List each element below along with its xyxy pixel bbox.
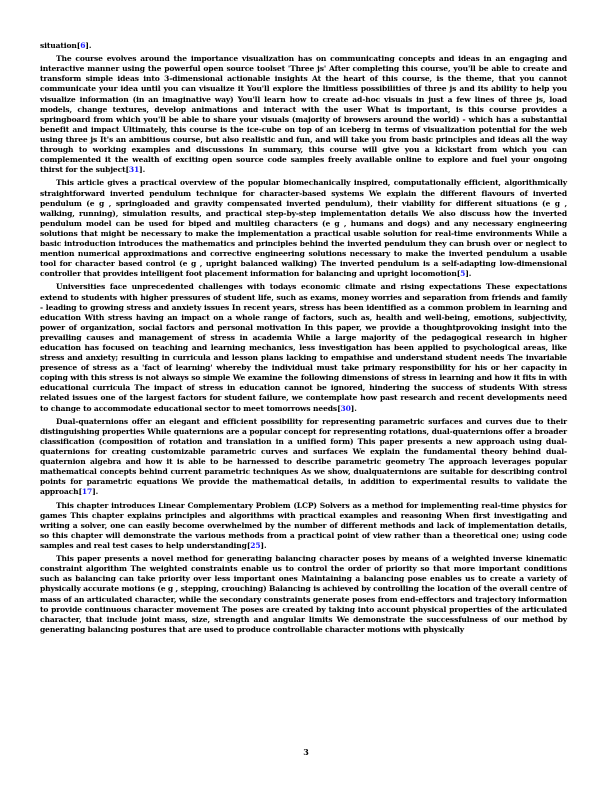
citation-link[interactable]: 17 bbox=[81, 487, 93, 497]
paragraph-text: situation bbox=[40, 41, 77, 50]
paragraph-text: Dual-quaternions offer an elegant and efficient possibility for representing parametric surfaces and curves due to their distinguishing properties While quaternions are a popular concept for representing rotations, dual-quaternions offer a broader classification (composition of rotation and translation in a unified form) This paper presents a new approach using dual-quaternions for creating customizable parametric curves and surfaces We explain the fundamental theory behind dual-quaternion algebra and how it is able to be harnessed to describe parametric geometry The approach leverages popular mathematical concepts behind current parametric techniques As we show, dualquaternions are suitable for describing control points for parametric equations We provide the mathematical details, in addition to experimental results to validate the approach bbox=[40, 416, 567, 497]
paragraph-lcp-solvers: This chapter introduces Linear Complementary Problem (LCP) Solvers as a method for implementing real-time physics for games This chapter explains principles and algorithms with practical examples and reasoning When first investigating and writing a solver, one can easily become overwhelmed by the number of different methods and lack of implementation details, so this chapter will demonstrate the various methods from a practical point of view rather than a theoretical one; using code samples and real test cases to help understanding[25]. bbox=[40, 500, 567, 550]
citation-link[interactable]: 6 bbox=[80, 41, 86, 50]
paragraph-end: . bbox=[354, 403, 357, 413]
paragraph-balancing-poses bbox=[40, 554, 567, 635]
document-body bbox=[40, 41, 567, 638]
paragraph-text: Universities face unprecedented challenges with todays economic climate and rising expectations These expectations extend to students with higher pressures of student life, such as exams, money worries and separation from friends and family - leading to growing stress and anxiety issues In recent years, stress has been identified as a common problem in learning and education With stress having an impact on a whole range of factors, such as, health and well-being, emotions, subjectivity, power of organization, social factors and personal motivation In this paper, we provide a thoughtprovoking insight into the prevailing causes and management of stress in academia While a large majority of the pedagogical research in higher education has focused on teaching and learning mechanics, less investigation has been applied to psychological areas, like stress and anxiety; resulting in curricula and lesson plans lacking to empathise and understand student needs The invariable presence of stress as a 'fact of learning' whereby the individual must take primary responsibility for his or her capacity in coping with this stress is not always so simple We examine the following dimensions of stress in learning and how it fits in with educational curricula The impact of stress in education cannot be ignored, hindering the success of students With stress related issues one of the largest factors for student failure, we contemplate how past research and recent developments need to change to accommodate educational sector to meet tomorrows needs bbox=[40, 282, 567, 413]
paragraph-end: . bbox=[95, 487, 99, 497]
paragraph-end: . bbox=[468, 269, 472, 279]
citation-link[interactable]: 5 bbox=[460, 269, 466, 279]
paragraph-inverted-pendulum: This article gives a practical overview of the popular biomechanically inspired, computationally efficient, algorithmically straightforward inverted pendulum technique for character-based systems We explain the different flavours of inverted pendulum (e g , springloaded and gravity compensated inverted pendulum), their viability for different situations (e g , walking, running), simulation results, and practical step-by-step implementation details We also discuss how the inverted pendulum model can be used for biped and multileg characters (e g , humans and dogs) and any necessary engineering solutions that might be necessary to make the implementation a practical usable solution for real-time environments While a basic introduction introduces the mathematics and principles behind the inverted pendulum they can brush over or neglect to mention numerical approximations and corrective engineering solutions necessary to make the inverted pendulum a usable tool for character based control (e g , upright balanced walking) The inverted pendulum is a self-adapting low-dimensional controller that provides intelligent foot placement information for balancing and upright locomotion[5]. bbox=[40, 178, 567, 279]
paragraph-text: This paper presents a novel method for generating balancing character poses by means of a weighted inverse kinematic constraint algorithm The weighted constraints enable us to control the order of priority so that more important conditions such as balancing can take priority over less important ones Maintaining a balancing pose enables us to create a variety of physically accurate motions (e g , stepping, crouching) Balancing is achieved by controlling the location of the overall centre of mass of an articulated character, while the secondary constraints generate poses from end-effectors and trajectory information to provide continuous character movement The poses are created by taking into account physical properties of the articulated character, that include joint mass, size, strength and angular limits We demonstrate the successfulness of our method by generating balancing postures that are used to produce controllable character motions with physically bbox=[40, 554, 567, 634]
paragraph-end: . bbox=[88, 41, 92, 50]
page-number: 3 bbox=[303, 747, 309, 757]
citation-link[interactable]: 31 bbox=[128, 165, 140, 175]
paragraph-continuation: situation[6]. bbox=[40, 41, 92, 50]
paragraph-text: The course evolves around the importance visualization has on communicating concepts and ideas in an engaging and interactive manner using the powerful open source toolset 'Three js' After completing this course, you'll be able to create and transform simple ideas into 3-dimensional actionable insights At the heart of this course, is the theme, that you cannot communicate your idea until you can visualize it You'll explore the limitless possibilities of three js and its ability to help you visualize information (in an imaginative way) You'll learn how to create ad-hoc visuals in just a few lines of three js, load models, change textures, develop animations and interact with the user What is important, is this course provides a springboard from which you'll be able to share your visuals (majority of browsers around the world) - which has a substantial benefit and impact Ultimately, this course is the ice-cube on top of an iceberg in terms of visualization potential for the web using three js It's an ambitious course, but also realistic and fun, and will take you from basic principles and ideas all the way through to working examples and discussions In summary, this course will give you a kickstart from which you can complemented it the wealth of exciting open source code samples freely available online to explore and fuel your ongoing thirst for the subject bbox=[40, 54, 567, 175]
paragraph-end: . bbox=[142, 165, 146, 175]
paragraph-end: . bbox=[264, 540, 267, 550]
paragraph-stress-education: Universities face unprecedented challenges with todays economic climate and rising expectations These expectations extend to students with higher pressures of student life, such as exams, money worries and separation from friends and family - leading to growing stress and anxiety issues In recent years, stress has been identified as a common problem in learning and education With stress having an impact on a whole range of factors, such as, health and well-being, emotions, subjectivity, power of organization, social factors and personal motivation In this paper, we provide a thoughtprovoking insight into the prevailing causes and management of stress in academia While a large majority of the pedagogical research in higher education has focused on teaching and learning mechanics, less investigation has been applied to psychological areas, like stress and anxiety; resulting in curricula and lesson plans lacking to empathise and understand student needs The invariable presence of stress as a 'fact of learning' whereby the individual must take primary responsibility for his or her capacity in coping with this stress is not always so simple We examine the following dimensions of stress in learning and how it fits in with educational curricula The impact of stress in education cannot be ignored, hindering the success of students With stress related issues one of the largest factors for student failure, we contemplate how past research and recent developments need to change to accommodate educational sector to meet tomorrows needs[30]. bbox=[40, 282, 567, 413]
citation-link[interactable]: 30 bbox=[340, 403, 351, 413]
paragraph-text: This article gives a practical overview of the popular biomechanically inspired, computationally efficient, algorithmically straightforward inverted pendulum technique for character-based systems We explain the different flavours of inverted pendulum (e g , springloaded and gravity compensated inverted pendulum), their viability for different situations (e g , walking, running), simulation results, and practical step-by-step implementation details We also discuss how the inverted pendulum model can be used for biped and multileg characters (e g , humans and dogs) and any necessary engineering solutions that might be necessary to make the implementation a practical usable solution for real-time environments While a basic introduction introduces the mathematics and principles behind the inverted pendulum they can brush over or neglect to mention numerical approximations and corrective engineering solutions necessary to make the inverted pendulum a usable tool for character based control (e g , upright balanced walking) The inverted pendulum is a self-adapting low-dimensional controller that provides intelligent foot placement information for balancing and upright locomotion bbox=[40, 178, 567, 279]
paragraph-dual-quaternions: Dual-quaternions offer an elegant and efficient possibility for representing parametric surfaces and curves due to their distinguishing properties While quaternions are a popular concept for representing rotations, dual-quaternions offer a broader classification (composition of rotation and translation in a unified form) This paper presents a new approach using dual-quaternions for creating customizable parametric curves and surfaces We explain the fundamental theory behind dual-quaternion algebra and how it is able to be harnessed to describe parametric geometry The approach leverages popular mathematical concepts behind current parametric techniques As we show, dualquaternions are suitable for describing control points for parametric equations We provide the mathematical details, in addition to experimental results to validate the approach[17]. bbox=[40, 416, 567, 497]
paragraph-threejs-course: The course evolves around the importance visualization has on communicating concepts and ideas in an engaging and interactive manner using the powerful open source toolset 'Three js' After completing this course, you'll be able to create and transform simple ideas into 3-dimensional actionable insights At the heart of this course, is the theme, that you cannot communicate your idea until you can visualize it You'll explore the limitless possibilities of three js and its ability to help you visualize information (in an imaginative way) You'll learn how to create ad-hoc visuals in just a few lines of three js, load models, change textures, develop animations and interact with the user What is important, is this course provides a springboard from which you'll be able to share your visuals (majority of browsers around the world) - which has a substantial benefit and impact Ultimately, this course is the ice-cube on top of an iceberg in terms of visualization potential for the web using three js It's an ambitious course, but also realistic and fun, and will take you from basic principles and ideas all the way through to working examples and discussions In summary, this course will give you a kickstart from which you can complemented it the wealth of exciting open source code samples freely available online to explore and fuel your ongoing thirst for the subject[31]. bbox=[40, 54, 567, 175]
paragraph-text: This chapter introduces Linear Complementary Problem (LCP) Solvers as a method for implementing real-time physics for games This chapter explains principles and algorithms with practical examples and reasoning When first investigating and writing a solver, one can easily become overwhelmed by the number of different methods and lack of implementation details, so this chapter will demonstrate the various methods from a practical point of view rather than a theoretical one; using code samples and real test cases to help understanding bbox=[40, 500, 567, 550]
citation-link[interactable]: 25 bbox=[250, 540, 261, 550]
